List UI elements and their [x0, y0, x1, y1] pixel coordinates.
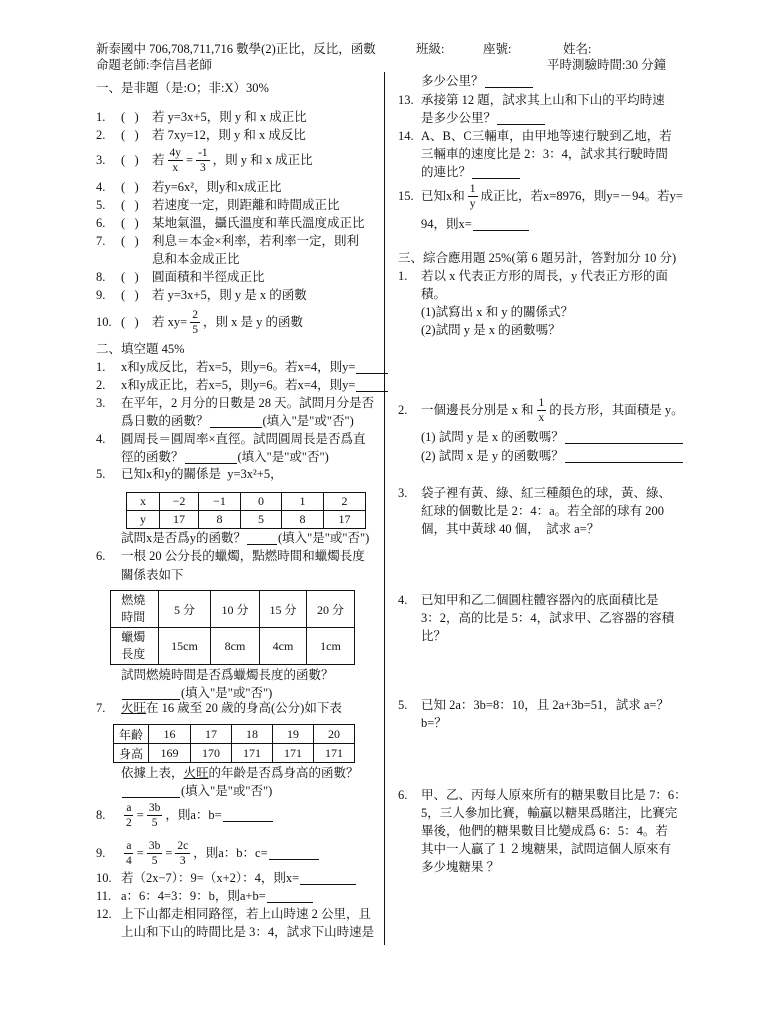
- fraction-denominator: 5: [151, 854, 158, 867]
- answer-parentheses: ( ): [121, 128, 139, 142]
- question-text-continued: 紅球的個數比是 2：4：a。若全部的球有 200: [421, 504, 665, 518]
- fraction-numerator: 2c: [177, 839, 189, 852]
- answer-parentheses: ( ): [121, 270, 139, 284]
- seat-number-label: 座號:: [483, 42, 512, 56]
- question-text-continued: 上山和下山的時間比是 3：4，試求下山時速是: [121, 925, 375, 939]
- answer-blank: [356, 361, 388, 374]
- question-item: [96, 870, 357, 886]
- question-number: 4.: [398, 593, 408, 607]
- table-cell: 171: [273, 744, 314, 763]
- question-item: [96, 466, 283, 482]
- answer-blank: [122, 687, 180, 700]
- question-number: 7.: [96, 701, 106, 715]
- question-item: [96, 377, 389, 393]
- table-cell: 171: [314, 744, 355, 763]
- table-cell: 15 分: [260, 591, 307, 628]
- question-number: 5.: [96, 467, 106, 481]
- question-item: [96, 146, 313, 174]
- fraction: [147, 802, 163, 829]
- fraction-numerator: -1: [198, 146, 208, 159]
- question-number: 6.: [398, 788, 408, 802]
- fraction-numerator: a: [126, 801, 132, 814]
- answer-parentheses: ( ): [121, 198, 139, 212]
- question-text-continued: 個，其中黃球 40 個， 試求 a=？: [421, 522, 600, 536]
- age-height-table: [113, 724, 355, 763]
- question-text: 在 16 歲至 20 歲的身高(公分)如下表: [146, 701, 342, 715]
- question-item: [96, 548, 365, 564]
- question-text: 上下山都走相同路徑，若上山時速 2 公里，且: [121, 907, 372, 921]
- question-text: 徑的函數？: [121, 450, 184, 464]
- question-text: 若 y=3x+5，則 y 是 x 的函數: [152, 288, 307, 302]
- table-header-cell: [111, 628, 159, 665]
- fraction-denominator: 5: [151, 816, 158, 829]
- fraction-numerator: 1: [538, 396, 545, 409]
- question-text: 承接第 12 題，試求其上山和下山的平均時速: [421, 93, 665, 107]
- question-item: [96, 888, 314, 904]
- question-item: [398, 485, 671, 501]
- question-number: 4.: [96, 180, 106, 194]
- table-cell: 18: [232, 725, 273, 744]
- question-number: 1.: [398, 269, 408, 283]
- question-number: 3.: [96, 396, 106, 410]
- equals-sign: =: [186, 153, 194, 167]
- question-text-continued: 多少塊糖果 ？: [421, 860, 500, 874]
- fraction-denominator: x: [538, 411, 545, 424]
- table-cell: 身高: [114, 744, 149, 763]
- table-cell: x: [127, 493, 160, 511]
- question-item: [96, 839, 320, 867]
- question-text: ，則 y 和 x 成正比: [212, 153, 313, 167]
- question-number: 2.: [96, 128, 106, 142]
- question-text: 若 xy=: [152, 315, 188, 329]
- question-text-continued: 三輛車的速度比是 2：3：4，試求其行駛時間: [421, 147, 668, 161]
- answer-blank: [185, 451, 237, 464]
- answer-blank: [356, 379, 388, 392]
- table-cell: 16: [149, 725, 191, 744]
- answer-blank: [223, 809, 273, 822]
- question-text: 94，則x=: [421, 217, 472, 231]
- question-item: [96, 700, 342, 716]
- table-cell-text: 蠟燭長度: [121, 630, 146, 661]
- question-text: 多少公里？: [421, 74, 484, 88]
- fraction: [190, 309, 200, 336]
- table-cell: 0: [241, 493, 282, 511]
- equals-sign: =: [136, 846, 144, 860]
- table-cell: 5 分: [159, 591, 211, 628]
- question-number: 2.: [96, 378, 106, 392]
- question-text-continued: b=？: [421, 716, 447, 730]
- question-text-continued: 比？: [421, 629, 447, 643]
- table-cell: 8cm: [211, 628, 260, 665]
- fraction: [168, 147, 184, 174]
- question-item: [96, 127, 306, 143]
- question-text: 若: [152, 153, 165, 167]
- column-divider: [384, 72, 385, 945]
- question-number: 10.: [96, 871, 112, 885]
- xy-value-table: [126, 492, 366, 529]
- answer-hint: (填入"是"或"否"): [181, 686, 273, 700]
- question-item: [96, 287, 307, 303]
- answer-parentheses: ( ): [121, 180, 139, 194]
- fraction: [537, 397, 547, 424]
- question-number: 14.: [398, 129, 414, 143]
- question-item: [96, 906, 371, 922]
- question-number: 2.: [398, 403, 408, 417]
- question-item: [96, 269, 265, 285]
- fraction-denominator: 4: [126, 854, 132, 867]
- question-number: 15.: [398, 189, 414, 203]
- question-text: 依據上表，: [121, 766, 184, 780]
- question-text: 的長方形，其面積是 y。: [549, 403, 684, 417]
- fraction-denominator: 3: [200, 161, 206, 174]
- fraction: [196, 147, 210, 174]
- question-text: 甲、乙、丙每人原來所有的糖果數目比是 7：6：: [421, 788, 687, 802]
- fraction-numerator: 1: [469, 182, 476, 195]
- answer-parentheses: ( ): [121, 315, 139, 329]
- question-text: 圓面積和半徑成正比: [152, 270, 265, 284]
- table-row: [114, 744, 355, 763]
- equals-sign: =: [136, 808, 144, 822]
- question-item: [96, 431, 366, 447]
- question-text: 若 y=3x+5，則 y 和 x 成正比: [152, 110, 307, 124]
- question-number: 10.: [96, 315, 112, 329]
- fraction-denominator: 2: [126, 816, 132, 829]
- question-text-continued: [121, 449, 329, 465]
- question-text-continued: 3：2，高的比是 5：4，試求甲、乙容器的容積: [421, 611, 675, 625]
- question-text: 某地氣溫，攝氏溫度和華氏溫度成正比: [152, 216, 365, 230]
- question-number: 11.: [96, 889, 112, 903]
- question-text: ，則 x 是 y 的函數: [202, 315, 303, 329]
- question-text-continued: 積。: [421, 287, 447, 301]
- question-item: [398, 268, 668, 284]
- fraction-numerator: a: [126, 839, 132, 852]
- table-cell: 20: [314, 725, 355, 744]
- question-text: 袋子裡有黃、綠、紅三種顏色的球，黃、綠、: [421, 486, 672, 500]
- question-text: 已知 2a：3b=8：10，且 2a+3b=51，試求 a=？: [421, 698, 669, 712]
- answer-hint: (填入"是"或"否"): [181, 784, 273, 798]
- question-text: 爲日數的函數？: [121, 414, 209, 428]
- question-text: 若速度一定，則距離和時間成正比: [152, 198, 340, 212]
- class-label: 班級:: [416, 42, 445, 56]
- answer-blank: [472, 166, 520, 179]
- exam-title: 新泰國中 706,708,711,716 數學(2)正比，反比，函數: [96, 42, 376, 56]
- sub-question: [421, 429, 684, 445]
- question-text: x和y成反比，若x=5，則y=6。若x=4，則y=: [121, 360, 356, 374]
- fraction: [124, 840, 134, 867]
- answer-blank: [269, 847, 319, 860]
- question-item: [96, 109, 307, 125]
- question-text: A、B、C三輛車，由甲地等速行駛到乙地，若: [421, 129, 672, 143]
- answer-hint: (填入"是"或"否"): [262, 414, 354, 428]
- table-cell: 17: [324, 511, 366, 529]
- candle-burning-table: [110, 590, 355, 665]
- table-row: [114, 725, 355, 744]
- question-text: 已知甲和乙二個圓柱體容器內的底面積比是: [421, 593, 659, 607]
- question-text-continued: 畢後，他們的糖果數目比變成爲 6：5：4。若: [421, 824, 668, 838]
- question-item: [96, 197, 340, 213]
- question-text: 一個邊長分別是 x 和: [421, 403, 534, 417]
- question-item: [96, 395, 374, 411]
- sub-question: [421, 448, 684, 464]
- table-cell-text: 燃燒時間: [121, 593, 146, 624]
- fraction-denominator: 5: [192, 323, 198, 336]
- answer-blank: [267, 890, 313, 903]
- table-cell: 4cm: [260, 628, 307, 665]
- test-duration: 平時測驗時間:30 分鐘: [547, 58, 667, 72]
- question-text: 已知x和y的關係是 y=3x²+5，: [121, 467, 283, 481]
- fraction: [468, 183, 478, 210]
- sub-question: (2)試問 y 是 x 的函數嗎？: [421, 323, 561, 337]
- question-number: 8.: [96, 270, 106, 284]
- answer-hint: (填入"是"或"否"): [237, 450, 329, 464]
- person-name: 火旺: [183, 766, 209, 780]
- question-number: 6.: [96, 549, 106, 563]
- question-text-continued: 試問燃燒時間是否爲蠟燭長度的函數？: [121, 668, 334, 682]
- question-text-continued: 其中一人贏了１２塊糖果，試問這個人原來有: [421, 842, 672, 856]
- sub-question: (1)試寫出 x 和 y 的關係式？: [421, 305, 574, 319]
- question-text: 已知x和: [421, 189, 465, 203]
- fraction: [175, 840, 190, 867]
- person-name: 火旺: [121, 701, 147, 715]
- question-item: [398, 128, 672, 144]
- answer-blank: [473, 218, 529, 231]
- sub-question-text: (2) 試問 x 是 y 的函數嗎？: [421, 449, 564, 463]
- question-text: 的年齡是否爲身高的函數？: [208, 766, 359, 780]
- answer-hint: (填入"是"或"否"): [278, 531, 370, 545]
- question-number: 4.: [96, 432, 106, 446]
- table-header-cell: [111, 591, 159, 628]
- table-cell: y: [127, 511, 160, 529]
- question-text-continued: [421, 73, 534, 89]
- question-text-continued: [121, 783, 272, 799]
- section-heading-true-false: 一、是非題（是:O；非:X）30%: [96, 81, 269, 95]
- question-item: [96, 179, 282, 195]
- question-item: [96, 215, 365, 231]
- question-text-continued: [421, 216, 530, 232]
- question-item: [96, 308, 303, 336]
- equals-sign: =: [165, 846, 173, 860]
- question-item: [398, 182, 683, 210]
- question-text: x和y成正比，若x=5，則y=6。若x=4，則y=: [121, 378, 356, 392]
- table-cell: 19: [273, 725, 314, 744]
- question-text: 若（2x−7）：9=（x+2）：4，則x=: [121, 871, 300, 885]
- table-cell: 5: [241, 511, 282, 529]
- question-number: 1.: [96, 110, 106, 124]
- question-text: 一根 20 公分長的蠟燭，點燃時間和蠟燭長度: [121, 549, 365, 563]
- student-name-label: 姓名:: [563, 42, 592, 56]
- fraction: [124, 802, 134, 829]
- answer-blank: [497, 112, 545, 125]
- table-cell: 1: [282, 493, 324, 511]
- question-text: ，則a：b：c=: [193, 846, 268, 860]
- table-row: [127, 511, 366, 529]
- question-text: a：6：4=3：9：b，則a+b=: [121, 889, 266, 903]
- table-row: [127, 493, 366, 511]
- table-cell: 17: [191, 725, 232, 744]
- fraction-denominator: x: [172, 161, 179, 174]
- question-text: 若y=6x²，則y和x成正比: [152, 180, 282, 194]
- question-number: 3.: [398, 486, 408, 500]
- question-number: 8.: [96, 808, 106, 822]
- question-number: 13.: [398, 93, 414, 107]
- table-cell: 1cm: [307, 628, 355, 665]
- table-cell: 10 分: [211, 591, 260, 628]
- question-item: [96, 801, 274, 829]
- answer-parentheses: ( ): [121, 153, 139, 167]
- table-cell: 8: [282, 511, 324, 529]
- fraction-denominator: 3: [179, 854, 186, 867]
- question-text: 的連比？: [421, 165, 472, 179]
- question-item: [398, 396, 684, 424]
- fraction-numerator: 3b: [148, 801, 161, 814]
- question-number: 5.: [398, 698, 408, 712]
- question-text-continued: [121, 530, 369, 546]
- sub-question-text: (1) 試問 y 是 x 的函數嗎？: [421, 430, 564, 444]
- question-item: [398, 697, 669, 713]
- question-text-continued: [121, 413, 354, 429]
- table-cell: 170: [191, 744, 232, 763]
- question-text: 成正比，若x=8976，則y=－94。若y=: [480, 189, 683, 203]
- table-cell: 17: [160, 511, 199, 529]
- question-number: 9.: [96, 288, 106, 302]
- fraction-denominator: y: [469, 197, 476, 210]
- question-number: 7.: [96, 234, 106, 248]
- question-text-continued: [421, 164, 521, 180]
- question-text: 利息＝本金×利率，若利率一定，則利: [152, 234, 360, 248]
- question-text-continued: 息和本金成正比: [152, 252, 240, 266]
- question-text-continued: 關係表如下: [121, 568, 184, 582]
- answer-parentheses: ( ): [121, 288, 139, 302]
- question-number: 6.: [96, 216, 106, 230]
- question-number: 5.: [96, 198, 106, 212]
- question-text-continued: [121, 765, 359, 781]
- question-number: 3.: [96, 153, 106, 167]
- answer-blank: [247, 532, 277, 545]
- question-text: 圓周長＝圓周率×直徑。試問圓周長是否爲直: [121, 432, 366, 446]
- answer-blank: [300, 872, 356, 885]
- question-text: ，則a：b=: [165, 808, 222, 822]
- question-text-continued: 5，三人參加比賽，輸贏以糖果爲賭注，比賽完: [421, 806, 678, 820]
- question-text-continued: [121, 685, 272, 701]
- question-item: [398, 787, 687, 803]
- table-cell: 年齡: [114, 725, 149, 744]
- question-number: 12.: [96, 907, 112, 921]
- question-item: [398, 92, 665, 108]
- table-cell: −2: [160, 493, 199, 511]
- table-cell: 15cm: [159, 628, 211, 665]
- teacher-name: 命題老師:李信昌老師: [96, 58, 212, 72]
- answer-blank: [122, 785, 180, 798]
- question-number: 9.: [96, 846, 106, 860]
- fraction: [147, 840, 163, 867]
- fraction-numerator: 4y: [169, 146, 182, 159]
- answer-parentheses: ( ): [121, 234, 139, 248]
- answer-parentheses: ( ): [121, 216, 139, 230]
- question-text: 在平年，2 月分的日數是 28 天。試問月分是否: [121, 396, 375, 410]
- table-cell: 169: [149, 744, 191, 763]
- question-item: [398, 592, 659, 608]
- answer-blank: [565, 450, 683, 463]
- fraction-numerator: 2: [192, 308, 198, 321]
- question-text: 是多少公里？: [421, 111, 497, 125]
- question-text: 若 7xy=12，則 y 和 x 成反比: [152, 128, 306, 142]
- answer-blank: [485, 75, 533, 88]
- question-text-continued: [421, 110, 546, 126]
- table-row: [111, 591, 355, 628]
- table-cell: 20 分: [307, 591, 355, 628]
- table-cell: −1: [199, 493, 241, 511]
- question-number: 1.: [96, 360, 106, 374]
- answer-parentheses: ( ): [121, 110, 139, 124]
- question-item: [96, 233, 359, 249]
- question-text: 試問x是否爲y的函數？: [121, 531, 247, 545]
- table-cell: 2: [324, 493, 366, 511]
- table-cell: 8: [199, 511, 241, 529]
- section-heading-applied: 三、綜合應用題 25%(第 6 題另計，答對加分 10 分): [398, 251, 677, 265]
- answer-blank: [210, 415, 262, 428]
- table-cell: 171: [232, 744, 273, 763]
- question-item: [96, 359, 389, 375]
- fraction-numerator: 3b: [148, 839, 161, 852]
- answer-blank: [565, 431, 683, 444]
- table-row: [111, 628, 355, 665]
- question-text: 若以 x 代表正方形的周長，y 代表正方形的面: [421, 269, 668, 283]
- section-heading-fill-in: 二、填空題 45%: [96, 342, 185, 356]
